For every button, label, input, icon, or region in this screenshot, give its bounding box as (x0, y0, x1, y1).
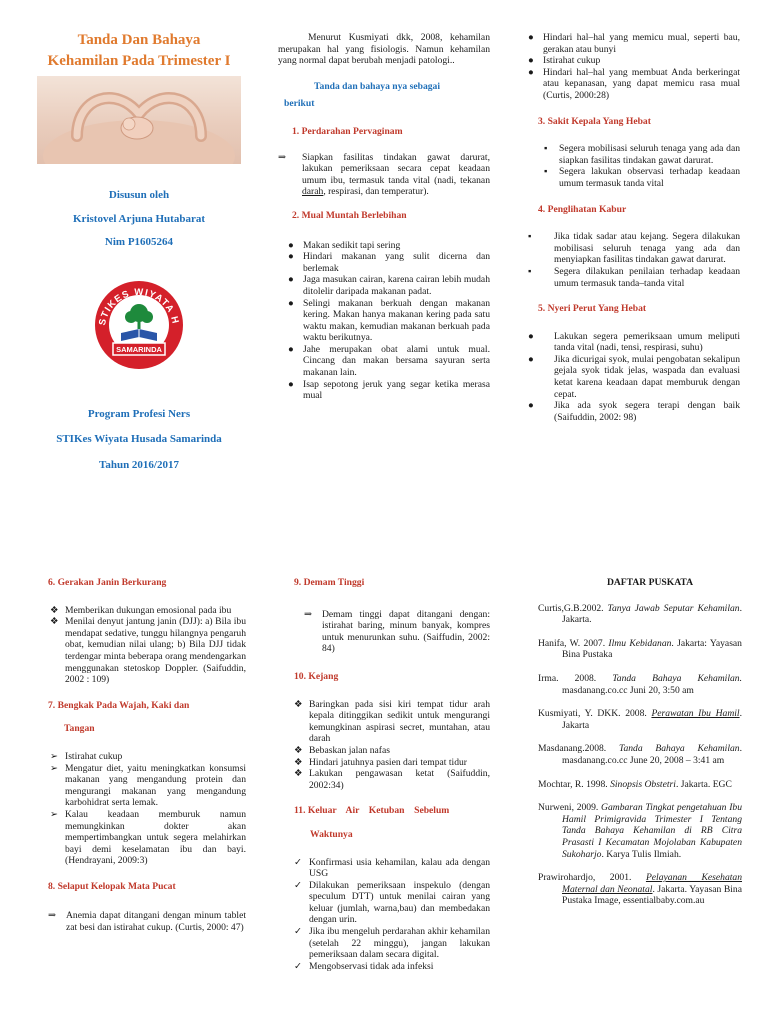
check-icon: ✓ (294, 960, 303, 972)
bullet-icon: ● (528, 55, 534, 67)
list-item: ▪ Segera mobilisasi seluruh tenaga yang ada dan siapkan fasilitas tindakan gawat darurat. (544, 143, 740, 166)
check-icon: ✓ (294, 926, 303, 938)
bullet-icon: ● (288, 274, 294, 286)
section-11-list (294, 857, 490, 973)
cover-panel (20, 30, 258, 472)
list-item: ● Jaga masukan cairan, karena cairan lebih mudah ditolelir daripada makanan padat. (288, 274, 490, 297)
section-5-list (528, 331, 740, 424)
hands-heart-icon (37, 76, 241, 164)
panel-signs-6-8 (48, 577, 246, 934)
triangle-bullet-icon: ➢ (50, 750, 59, 762)
subhead-signs-cont: berikut (284, 98, 315, 110)
reference-item: Prawirohardjo, 2001. Pelayanan Kesehatan Maternal dan Neonatal. Jakarta. Yayasan Bina Pustaka Image, essentialbaby.com.au (538, 872, 742, 907)
list-item: ● Selingi makanan berkuah dengan makanan kering. Makan hanya makanan kering pada satu waktu makan, kemudian makanan berkuah pada waktu berikutnya. (288, 297, 490, 344)
references-title: DAFTAR PUSKATA (606, 577, 694, 588)
intro-paragraph: Menurut Kusmiyati dkk, 2008, kehamilan merupakan hal yang fisiologis. Namun kehamilan yang normal dapat berubah menjadi patologi.. (278, 32, 490, 67)
panel-signs-9-11 (294, 577, 490, 972)
logo-arc-text: STIKES WIYATA H (97, 286, 181, 327)
reference-item: Curtis,G.B.2002. Tanya Jawab Seputar Kehamilan. Jakarta. (538, 602, 742, 626)
square-bullet-icon: ▪ (544, 166, 548, 178)
list-item: ❖ Menilai denyut jantung janin (DJJ): a) Bila ibu mendapat sedative, tunggu hilangnya pengaruh obat, kemudian nilai ulang; b) Bila DJJ tidak terdengar minta beberapa orang mendengarkan menggunakan stetoskop Doppler. (Saifuddin, 2002 : 109) (50, 616, 246, 686)
list-item: ❖ Memberikan dukungan emosional pada ibu (50, 604, 232, 616)
section-3-list (528, 143, 740, 189)
list-item: ▪ Jika tidak sadar atau kejang. Segera dilakukan mobilisasi seluruh tenaga yang ada dan menyiapkan fasilitas tindakan gawat darurat. (528, 231, 740, 266)
list-item: ➢ Mengatur diet, yaitu meningkatkan konsumsi makanan yang mengandung protein dan mengurangi makanan yang mengandung karbohidrat serta lemak. (50, 762, 246, 809)
list-item: ❖ Baringkan pada sisi kiri tempat tidur arah kepala ditinggikan sedikit untuk mengurangi kemungkinan aspirasi secret, muntahan, atau darah (294, 698, 490, 745)
list-item: ● Istirahat cukup (528, 55, 601, 67)
diamond-bullet-icon: ❖ (50, 604, 59, 616)
list-item: ✓ Konfirmasi usia kehamilan, kalau ada dengan USG (294, 856, 490, 880)
section-4-list (528, 231, 740, 289)
section-8-title: 8. Selaput Kelopak Mata Pucat (48, 880, 176, 892)
square-bullet-icon: ▪ (528, 265, 532, 277)
section-9-title: 9. Demam Tinggi (294, 577, 365, 588)
reference-item: Hanifa, W. 2007. Ilmu Kebidanan. Jakarta: Yayasan Bina Pustaka (538, 637, 742, 661)
list-item: ❖ Bebaskan jalan nafas (294, 744, 390, 756)
bullet-icon: ● (288, 343, 294, 355)
bullet-icon: ● (288, 297, 294, 309)
list-item: ● Makan sedikit tapi sering (288, 239, 401, 251)
bullet-icon: ● (528, 400, 534, 412)
list-item: ▪ Segera dilakukan penilaian terhadap keadaan umum termasuk tanda–tanda vital (528, 265, 740, 289)
bullet-icon: ● (528, 32, 534, 43)
list-item: ➢ Istirahat cukup (50, 750, 123, 762)
reference-item: Kusmiyati, Y. DKK. 2008. Perawatan Ibu Hamil. Jakarta (538, 708, 742, 731)
section-6-title: 6. Gerakan Janin Berkurang (48, 577, 167, 588)
section-1-text: ⇒ Siapkan fasilitas tindakan gawat darurat, lakukan pemeriksaan secara cepat keadaan umum ibu, termasuk tanda vital (nadi, tekanan darah, respirasi, dan temperatur). (278, 151, 490, 198)
bullet-icon: ● (528, 66, 534, 78)
right-arrow-icon: ⇒ (278, 151, 287, 163)
section-10-title: 10. Kejang (294, 670, 339, 682)
nausea-tips-list (528, 32, 740, 102)
cover-title-line-1: Tanda Dan Bahaya (77, 32, 201, 48)
section-6-list (48, 605, 246, 686)
section-5-title: 5. Nyeri Perut Yang Hebat (538, 303, 647, 315)
pregnant-belly-image (37, 76, 241, 164)
logo-banner-text: SAMARINDA (116, 344, 162, 354)
stikes-logo (91, 277, 187, 373)
section-4-title: 4. Penglihatan Kabur (538, 203, 627, 215)
list-item: ● Hindari hal–hal yang memicu mual, seperti bau, gerakan atau bunyi (528, 32, 740, 55)
program-name: Program Profesi Ners (87, 407, 191, 420)
right-arrow-icon: ⇒ (304, 608, 313, 620)
section-11-title: 11. Keluar Air Ketuban Sebelum (294, 805, 450, 817)
triangle-bullet-icon: ➢ (50, 808, 59, 820)
panel-signs-continued (528, 32, 740, 423)
student-nim: Nim P1605264 (104, 236, 174, 249)
bullet-icon: ● (288, 239, 294, 251)
reference-item: Irma. 2008. Tanda Bahaya Kehamilan. masdanang.co.cc Juni 20, 3:50 am (538, 672, 742, 696)
section-10-list (294, 699, 490, 792)
panel-intro (278, 32, 490, 402)
reference-item: Mochtar, R. 1998. Sinopsis Obstetri. Jakarta. EGC (538, 778, 732, 790)
author-name: Kristovel Arjuna Hutabarat (73, 212, 205, 225)
cover-title-line-2: Kehamilan Pada Trimester I (47, 53, 231, 69)
list-item: ❖ Lakukan pengawasan ketat (Saifuddin, 2002:34) (294, 768, 490, 791)
section-2-list (278, 240, 490, 402)
list-item: ✓ Jika ibu mengeluh perdarahan akhir kehamilan (setelah 22 minggu), jangan lakukan pemeriksaan dalam secara digital. (294, 926, 490, 961)
bullet-icon: ● (528, 330, 534, 342)
diamond-bullet-icon: ❖ (294, 698, 303, 710)
section-7-title-cont: Tangan (64, 723, 95, 735)
section-8-text: ⇒ Anemia dapat ditangani dengan minum tablet zat besi dan istirahat cukup. (Curtis, 2000: 47) (48, 910, 246, 934)
section-7-title: 7. Bengkak Pada Wajah, Kaki dan (48, 699, 190, 711)
section-1-title: 1. Perdarahan Pervaginam (292, 125, 403, 137)
bullet-icon: ● (288, 251, 294, 263)
list-item: ● Jika ada syok segera terapi dengan baik (Saifuddin, 2002: 98) (528, 400, 740, 423)
right-arrow-icon: ⇒ (48, 910, 57, 922)
section-3-title: 3. Sakit Kepala Yang Hebat (538, 115, 651, 127)
reference-item: Masdanang.2008. Tanda Bahaya Kehamilan. masdanang.co.cc June 20, 2008 – 3:41 am (538, 743, 742, 766)
list-item: ● Hindari hal–hal yang membuat Anda berkeringat atau kepanasan, yang dapat memicu rasa mual (Curtis, 2000:28) (528, 66, 740, 101)
academic-year: Tahun 2016/2017 (99, 458, 179, 471)
bullet-icon: ● (528, 353, 534, 365)
section-11-title-cont: Waktunya (310, 828, 353, 840)
stikes-seal-icon (91, 277, 187, 373)
triangle-bullet-icon: ➢ (50, 762, 59, 774)
square-bullet-icon: ▪ (528, 231, 532, 243)
square-bullet-icon: ▪ (544, 143, 548, 155)
list-item: ✓ Mengobservasi tidak ada infeksi (294, 960, 434, 972)
diamond-bullet-icon: ❖ (294, 768, 303, 780)
section-7-list (48, 751, 246, 867)
list-item: ➢ Kalau keadaan memburuk namun memungkinkan dokter akan mempertimbangkan untuk segera melahirkan bayi demi keselamatan ibu dan bayi.(Hendrayani, 2009:3) (50, 808, 246, 867)
list-item: ● Isap sepotong jeruk yang segar ketika merasa mual (288, 378, 490, 402)
list-item: ● Jika dicurigai syok, mulai pengobatan sekalipun gejala syok tidak jelas, waspada dan evaluasi ketat karena keadaan dapat memburuk dengan cepat. (528, 353, 740, 400)
list-item: ● Hindari makanan yang sulit dicerna dan berlemak (288, 251, 490, 274)
diamond-bullet-icon: ❖ (294, 744, 303, 756)
list-item: ✓ Dilakukan pemeriksaan inspekulo (dengan speculum DTT) untuk menilai cairan yang keluar (jumlah, warna,bau) dan membedakan dengan urin. (294, 879, 490, 926)
institution-name: STIKes Wiyata Husada Samarinda (56, 433, 222, 446)
diamond-bullet-icon: ❖ (294, 756, 303, 768)
list-item: ❖ Hindari jatuhnya pasien dari tempat tidur (294, 756, 467, 768)
list-item: ● Lakukan segera pemeriksaan umum meliputi tanda vital (nadi, tensi, respirasi, suhu) (528, 330, 740, 354)
check-icon: ✓ (294, 879, 303, 891)
bullet-icon: ● (288, 378, 294, 390)
diamond-bullet-icon: ❖ (50, 616, 59, 628)
section-2-title: 2. Mual Muntah Berlebihan (292, 209, 407, 221)
panel-references (538, 577, 742, 919)
disusun-label: Disusun oleh (108, 189, 170, 201)
list-item: ▪ Segera lakukan observasi terhadap keadaan umum termasuk tanda vital (544, 166, 740, 189)
reference-item: Nurweni, 2009. Gambaran Tingkat pengetahuan Ibu Hamil Primigravida Trimester I Tentang Tanda Bahaya Kehamilan di RB Citra Prasasti I Kecamatan Mojolaban Kabupaten Sukoharjo. Karya Tulis Ilmiah. (538, 802, 742, 860)
check-icon: ✓ (294, 856, 303, 868)
list-item: ● Jahe merupakan obat alami untuk mual. Cincang dan makan bersama sayuran serta makanan lain. (288, 343, 490, 379)
subhead-signs: Tanda dan bahaya nya sebagai (314, 80, 441, 92)
section-9-text: ⇒ Demam tinggi dapat ditangani dengan: istirahat baring, minum banyak, kompres untuk menurunkan suhu. (Saiffudin, 2002: 84) (304, 608, 490, 655)
